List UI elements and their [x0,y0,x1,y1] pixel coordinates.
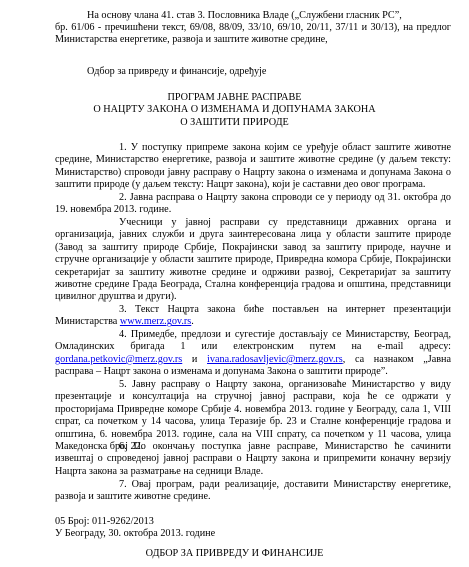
email-link-petkovic[interactable]: gordana.petkovic@merz.gov.rs [55,353,183,365]
item-6: 6. По окончању поступка јавне расправе, Министарство ће сачинити извештај о спроведеној јавној расправи о Нацрту закона и припремити коначну верзију Нацрта закона за разматрање на седници Владе. [55,441,451,477]
item-4-text: 4. Примедбе, предлози и сугестије достављају се Министарству, Београд, Омладинских бригада 1 или електронским путем на e-mail адресу: [55,329,451,353]
item-4 [55,329,451,379]
intro-line-1: На основу члана 41. став 3. Пословника Владе („Службени гласник РС”, [87,10,402,21]
ministry-website-link[interactable]: www.merz.gov.rs [119,316,192,328]
place-and-date: У Београду, 30. октобра 2013. године [55,528,216,539]
item-5: 5. Јавну расправу о Нацрту закона, организоваће Министарство у виду презентације и консултација на стручној јавној расправи, која ће се одржати у просторијама Привредне коморе Србије 4. новембра 2013. године у Београду, сала 1, VIII спрат, са почетком у 14 часова, улица Теразије бр. 23 и Сталне конференције градова и општина, 6. новембра 2013. године, сала на VIII спрату, са почетком у 11 часова, улица Македонска број 22. [55,379,451,453]
email-link-radosavljevic[interactable]: ivana.radosavljevic@merz.gov.rs [207,353,343,365]
item-2: 2. Јавна расправа о Нацрту закона спроводи се у периоду од 31. октобра до 19. новембра 2013. године. [55,192,451,216]
item-3-end: . [191,316,194,328]
program-subtitle-1: О НАЦРТУ ЗАКОНА О ИЗМЕНАМА И ДОПУНАМА ЗАКОНА [93,104,376,115]
item-4-and: и [182,353,208,365]
item-3-text: 3. Текст Нацрта закона биће постављен на интернет презентацији Министарства [55,304,451,328]
item-1: 1. У поступку припреме закона којим се уређује област заштите животне средине, Министарство енергетике, развоја и заштите животне средине (у даљем тексту: Министарство) спроводи јавну расправу о Нацрту закона о изменама и допунама Закона о заштити природе (у даљем тексту: Нацрт закона), који је саставни део овог програма. [55,142,451,191]
signature-committee: ОДБОР ЗА ПРИВРЕДУ И ФИНАНСИЈЕ [145,548,324,559]
item-3 [55,304,451,329]
decree-line: Одбор за привреду и финансије, одређује [87,66,267,77]
program-title: ПРОГРАМ ЈАВНЕ РАСПРАВЕ [167,92,302,103]
reference-number: 05 Број: 011-9262/2013 [55,516,154,527]
item-4-end: , са назнаком „Јавна расправа – Нацрт закона о изменама и допунама Закона о заштити природе”. [55,353,451,378]
item-2-participants: Учесници у јавној расправи су представници државних органа и организација, јавних служби и друга заинтересована лица у области заштите природе (Завод за заштиту природе Србије, Покрајински завод за заштиту природе, научне и стручне организације у области заштите природе, Привредна комора Србије, Покрајински секретаријат за заштиту животне средине и одрживи развој, Секретаријат за заштиту животне средине Града Београда, Стална конференција градова и општина, представници цивилног друштва и други). [55,217,451,303]
intro-rest: бр. 61/06 - пречишћени текст, 69/08, 88/09, 33/10, 69/10, 20/11, 37/11 и 30/13), на предлог Министарства енергетике, развоја и заштите животне средине, [55,22,451,46]
item-7: 7. Овај програм, ради реализације, доставити Министарству енергетике, развоја и заштите животне средине. [55,479,451,503]
program-subtitle-2: О ЗАШТИТИ ПРИРОДЕ [180,117,289,128]
